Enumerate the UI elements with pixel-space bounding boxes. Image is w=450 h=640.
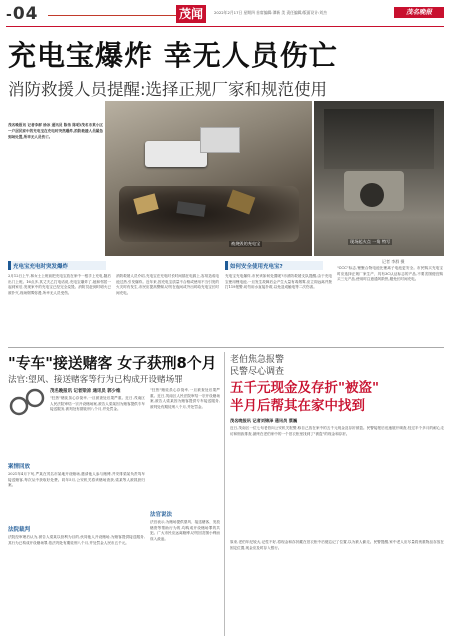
lead-col-3: 充电宝充电爆炸,市民该如何处置呢?市消防救援支队提醒,由于充电宝使用锂电池,一旦发生故障后会产生大量有毒烟雾,应立即远离并拨打119报警,切勿用水直接扑救,以免造成触电等二次伤害。 <box>225 274 332 290</box>
header-rule <box>48 15 176 16</box>
lead-subhead-left: 充电宝充电时突发爆炸 <box>13 264 69 270</box>
article2-case-text: 2021年4月下旬,严某在茂名市某地开设赌场,邀请他人参与赌博,并安排梁某负责驾车接送赌客,每次从中获取好处费。同年5月,公安机关将该赌场查获,梁某等人被抓获归案。 <box>8 472 145 488</box>
lead-bottom-rule <box>8 347 444 348</box>
lead-col-2: 消防救援人员介绍,充电宝在充电时长时间插在电源上,容易造成电池过热,引发爆炸。近年来,因充电宝质量不合格或使用不当引发的火灾时有发生,市民应提高警惕,切勿在夜间或外出时给充电宝长时间充电。 <box>116 274 219 295</box>
column-divider <box>224 352 225 636</box>
photo-credit: 记者 李群 摄 <box>382 259 405 264</box>
lead-headline: 充电宝爆炸 幸无人员伤亡 <box>8 39 338 72</box>
section-tag: 茂闻 <box>176 5 206 23</box>
article2-col2-text: "狂热"赌徒虽心存侥幸,一旦被查处后果严重。近日,茂南区人民法院审结一宗开设赌场案,被告人梁某因为赌客提供专车接送服务,被判处有期徒刑八个月,并处罚金。 <box>150 388 220 409</box>
article3-headline-line1: 五千元现金及存折"被盗" <box>230 380 380 396</box>
article2-sub-case: 案情回放 <box>8 464 31 470</box>
article3-text-2: 原来,老伯年纪较大,记性不好,将现金和存折藏在旧衣柜中后便忘记了位置,以为被人偷走。民警提醒,家中老人应尽量将贵重物品存放在固定位置,现金应及时存入银行。 <box>230 540 444 550</box>
photo-label-left: 被烧毁的充电宝 <box>231 241 261 246</box>
article2-byline: 茂名晚报讯 记者梁凉 通讯员 郭少维 <box>50 389 121 394</box>
article2-sub-court: 法院裁判 <box>8 527 31 533</box>
lead-col-4: "CCC"标志,锂聚合物电池比锂离子电池更安全。市民购买充电宝时应选择正规厂家生产、具有3C认证标志的产品,不要贪图便宜购买三无产品,使用时注意通风散热,避免长时间充电。 <box>337 266 443 282</box>
photo-burned-powerbank <box>105 101 312 256</box>
article2-subheadline: 法官:望风、接送赌客等行为已构成开设赌场罪 <box>8 375 183 385</box>
photo-fire-scene <box>314 101 444 256</box>
masthead-logo: 茂名晚报 <box>394 7 444 18</box>
photo-caption-box <box>8 123 103 253</box>
article2-intro: "狂热"赌徒虽心存侥幸,一旦被查处后果严重。近日,茂南区人民法院审结一宗开设赌场案,被告人梁某因为赌客提供专车接送服务,被判处有期徒刑八个月,并处罚金。 <box>50 396 145 412</box>
article3-byline: 茂名晚报讯 记者刘锦泽 通讯员 蔡巍 <box>230 418 298 423</box>
lead-photo-area <box>8 101 444 264</box>
article2-judge-text: 法官表示,为赌场提供望风、接送赌客、发放赌资等帮助行为的,均构成开设赌场罪的共犯。广大市民应远离赌博,切勿因贪图小利而误入歧途。 <box>150 520 220 541</box>
page-number: -04 <box>6 4 39 24</box>
photo-caption-text: 茂名晚报讯 记者李群 徐冰 通讯员 陈伟 陈明)茂名市某小区一户居民家中的充电宝在充电时突然爆炸,消防救援人员紧急到场处置,所幸无人员伤亡。 <box>8 123 103 139</box>
lead-col-1: 2月12日上午,林女士上班前把充电宝放在家中一根手上充电,随后出门上班。16点多,其丈夫乙打电话说,充电宝爆炸了,她和邻居一起到家后,发现家中的充电宝已经完全烧毁。消防员赶到时明火已被扑灭,现场烟雾弥漫,所幸无人员受伤。 <box>8 274 111 295</box>
article3-kicker2: 民警尽心调查 <box>230 367 285 377</box>
article2-sub-judge: 法官说法 <box>150 512 173 518</box>
article2-court-text: 法院经审理后认为,被告人梁某以营利为目的,伙同他人开设赌场,为赌客提供接送服务,其行为已构成开设赌场罪,依法判处有期徒刑八个月,并处罚金人民币五千元。 <box>8 535 145 545</box>
dateline: 2022年2月17日 星期四 首席编辑:谭新 美 责任编辑/版面设计:刘杰 <box>214 10 327 15</box>
header-divider <box>6 26 444 27</box>
photo-label-right: 现场起火点 一角 特写 <box>350 239 391 244</box>
article3-kicker: 老伯焦急报警 <box>230 355 285 365</box>
article3-text-1: 近日,茂南区一位七旬老伯向公安机关报警,称自己放在家中的五千元现金及存折被盗。民警接报后迅速展开调查,经过半个多月的耐心走访和细致排查,最终在老伯家中的一个旧衣柜里找到了"被盗"的现金和存折。 <box>230 426 444 436</box>
lead-subheadline: 消防救援人员提醒:选择正规厂家和规范使用 <box>8 80 328 99</box>
handcuffs-illustration <box>8 386 46 420</box>
page-header <box>0 0 450 30</box>
article3-headline-line2: 半月后帮其在家中找到 <box>230 398 365 414</box>
article2-headline: "专车"接送赌客 女子获刑8个月 <box>8 355 217 372</box>
handcuffs-icon <box>8 386 46 420</box>
lead-subhead-right: 如何安全使用充电宝? <box>230 264 283 270</box>
